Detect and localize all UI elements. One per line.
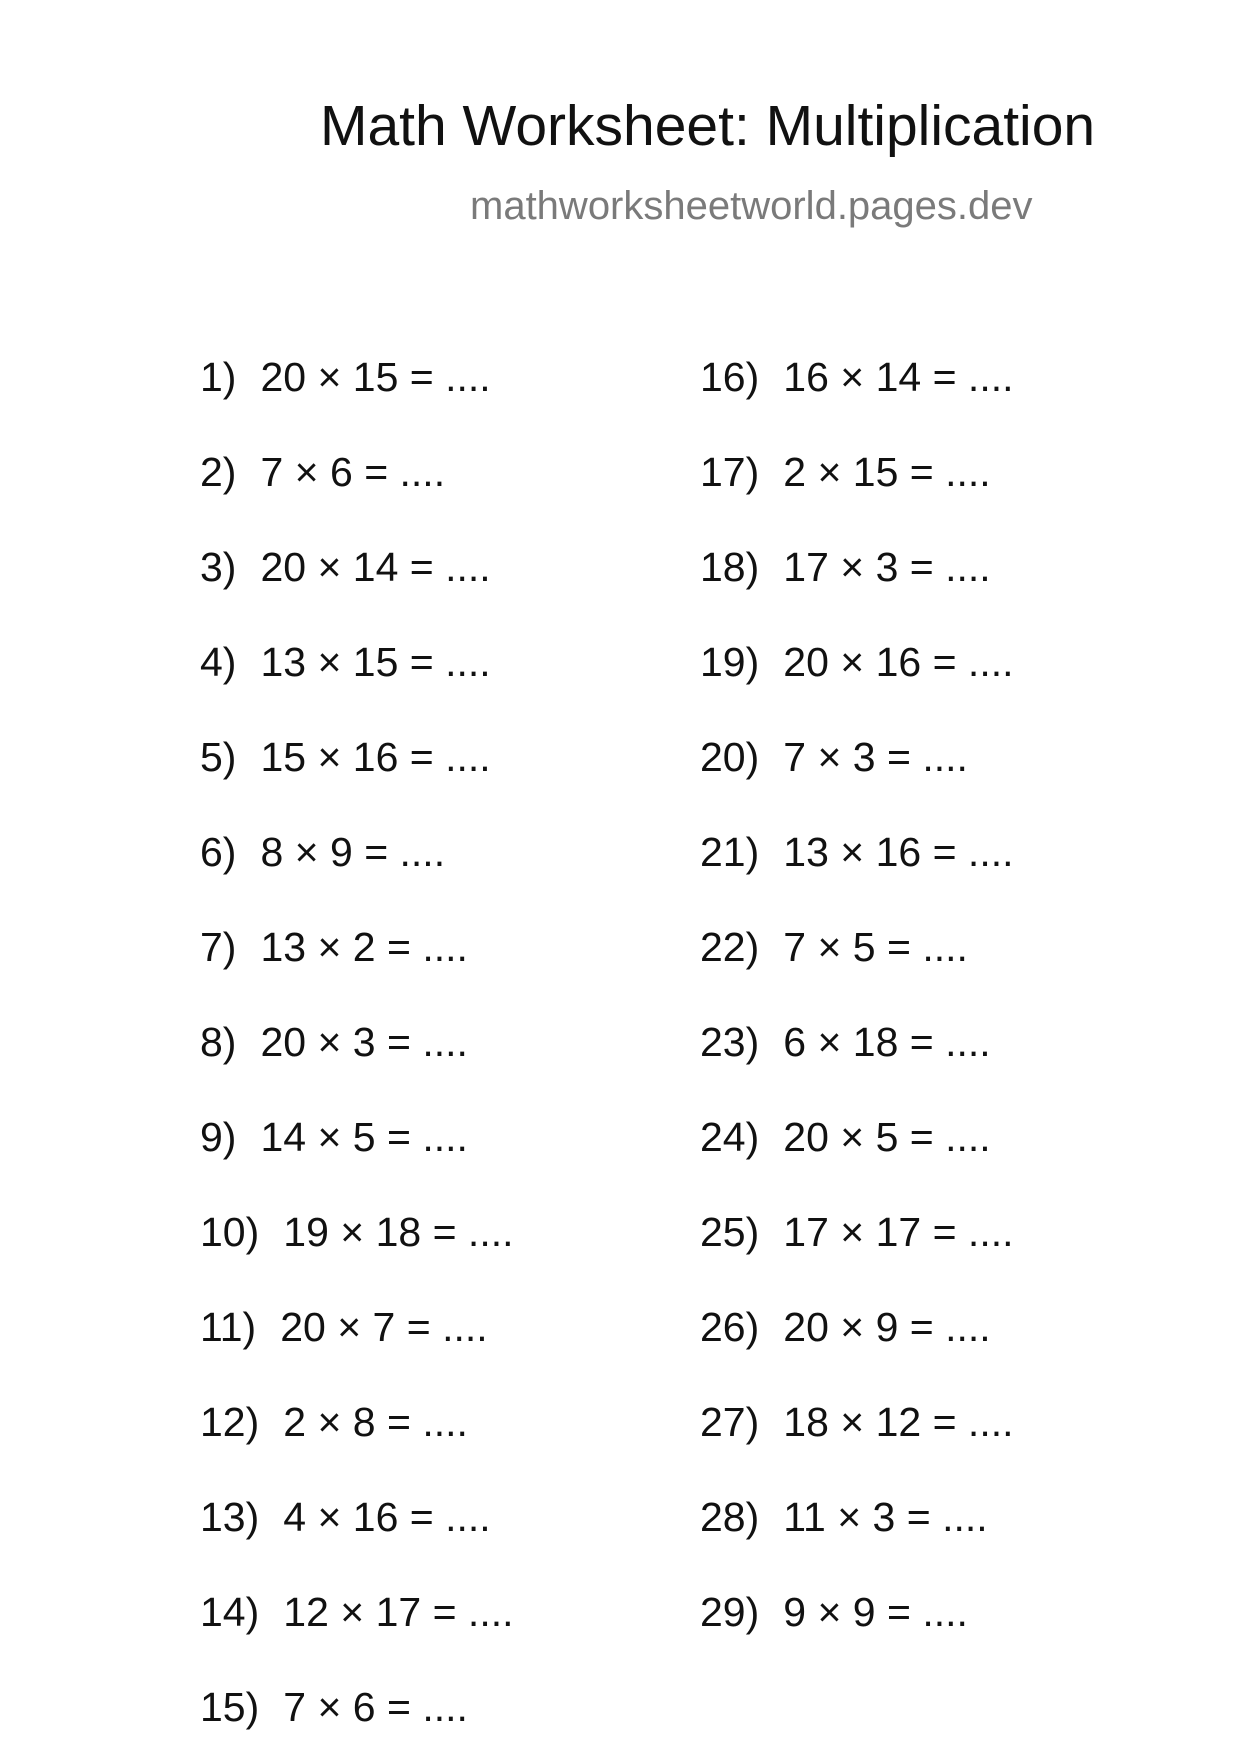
problem-number: 17) bbox=[700, 449, 760, 495]
problem-item bbox=[700, 449, 991, 495]
problem-item bbox=[200, 1019, 468, 1065]
problem-item bbox=[700, 639, 1014, 685]
problem-number: 2) bbox=[200, 449, 237, 495]
problem-expression: 13 × 15 = .... bbox=[260, 639, 491, 685]
problem-item bbox=[200, 734, 491, 780]
problem-expression: 11 × 3 = .... bbox=[783, 1494, 988, 1540]
problem-expression: 15 × 16 = .... bbox=[260, 734, 491, 780]
problem-expression: 2 × 8 = .... bbox=[283, 1399, 468, 1445]
problem-item bbox=[700, 1399, 1014, 1445]
problem-item bbox=[700, 1019, 991, 1065]
problem-number: 13) bbox=[200, 1494, 260, 1540]
problem-expression: 14 × 5 = .... bbox=[260, 1114, 468, 1160]
problem-number: 27) bbox=[700, 1399, 760, 1445]
problem-expression: 12 × 17 = .... bbox=[283, 1589, 514, 1635]
problem-item bbox=[200, 1589, 514, 1635]
problem-number: 19) bbox=[700, 639, 760, 685]
problem-expression: 18 × 12 = .... bbox=[783, 1399, 1014, 1445]
problem-item bbox=[700, 1304, 991, 1350]
problem-item bbox=[700, 354, 1014, 400]
problem-number: 8) bbox=[200, 1019, 237, 1065]
problem-number: 7) bbox=[200, 924, 237, 970]
problem-item bbox=[200, 829, 446, 875]
problem-number: 9) bbox=[200, 1114, 237, 1160]
problem-item bbox=[200, 924, 468, 970]
problem-expression: 20 × 5 = .... bbox=[783, 1114, 991, 1160]
problem-expression: 20 × 3 = .... bbox=[260, 1019, 468, 1065]
problem-number: 5) bbox=[200, 734, 237, 780]
worksheet-source-url: mathworksheetworld.pages.dev bbox=[470, 184, 1033, 228]
problem-expression: 20 × 7 = .... bbox=[280, 1304, 488, 1350]
problem-number: 26) bbox=[700, 1304, 760, 1350]
problem-item bbox=[200, 639, 491, 685]
problem-expression: 20 × 14 = .... bbox=[260, 544, 491, 590]
problem-item bbox=[700, 1589, 968, 1635]
problem-item bbox=[200, 1494, 491, 1540]
problem-number: 20) bbox=[700, 734, 760, 780]
problem-number: 1) bbox=[200, 354, 237, 400]
problem-item bbox=[200, 1304, 488, 1350]
problem-number: 14) bbox=[200, 1589, 260, 1635]
problem-item bbox=[700, 1209, 1014, 1255]
problem-expression: 4 × 16 = .... bbox=[283, 1494, 491, 1540]
problem-number: 24) bbox=[700, 1114, 760, 1160]
problem-expression: 9 × 9 = .... bbox=[783, 1589, 968, 1635]
problem-number: 18) bbox=[700, 544, 760, 590]
problem-item bbox=[200, 449, 446, 495]
problem-item bbox=[200, 354, 491, 400]
problem-number: 6) bbox=[200, 829, 237, 875]
problem-number: 11) bbox=[200, 1304, 257, 1350]
problem-expression: 7 × 6 = .... bbox=[283, 1684, 468, 1730]
problem-number: 12) bbox=[200, 1399, 260, 1445]
problem-expression: 19 × 18 = .... bbox=[283, 1209, 514, 1255]
problem-item bbox=[200, 1684, 468, 1730]
problem-expression: 16 × 14 = .... bbox=[783, 354, 1014, 400]
problem-expression: 20 × 9 = .... bbox=[783, 1304, 991, 1350]
problem-expression: 20 × 15 = .... bbox=[260, 354, 491, 400]
problem-item bbox=[700, 544, 991, 590]
problem-number: 29) bbox=[700, 1589, 760, 1635]
problem-item bbox=[200, 1399, 468, 1445]
problem-expression: 7 × 3 = .... bbox=[783, 734, 968, 780]
problem-expression: 7 × 5 = .... bbox=[783, 924, 968, 970]
problem-number: 3) bbox=[200, 544, 237, 590]
problem-expression: 17 × 3 = .... bbox=[783, 544, 991, 590]
problem-item bbox=[200, 1114, 468, 1160]
problem-number: 25) bbox=[700, 1209, 760, 1255]
problem-item bbox=[700, 734, 968, 780]
problem-number: 21) bbox=[700, 829, 760, 875]
problem-item bbox=[700, 1114, 991, 1160]
problem-number: 15) bbox=[200, 1684, 260, 1730]
problem-expression: 2 × 15 = .... bbox=[783, 449, 991, 495]
problem-number: 16) bbox=[700, 354, 760, 400]
problem-item bbox=[700, 924, 968, 970]
problem-item bbox=[700, 829, 1014, 875]
problem-expression: 8 × 9 = .... bbox=[260, 829, 446, 875]
problem-item bbox=[200, 544, 491, 590]
problem-number: 23) bbox=[700, 1019, 760, 1065]
problem-number: 10) bbox=[200, 1209, 260, 1255]
problem-number: 4) bbox=[200, 639, 237, 685]
problem-expression: 13 × 16 = .... bbox=[783, 829, 1014, 875]
problem-number: 22) bbox=[700, 924, 760, 970]
problem-expression: 6 × 18 = .... bbox=[783, 1019, 991, 1065]
worksheet-title: Math Worksheet: Multiplication bbox=[320, 94, 1096, 158]
problem-number: 28) bbox=[700, 1494, 760, 1540]
problem-expression: 17 × 17 = .... bbox=[783, 1209, 1014, 1255]
problem-item bbox=[700, 1494, 988, 1540]
problem-expression: 13 × 2 = .... bbox=[260, 924, 468, 970]
problem-item bbox=[200, 1209, 514, 1255]
problem-expression: 20 × 16 = .... bbox=[783, 639, 1014, 685]
problem-expression: 7 × 6 = .... bbox=[260, 449, 446, 495]
